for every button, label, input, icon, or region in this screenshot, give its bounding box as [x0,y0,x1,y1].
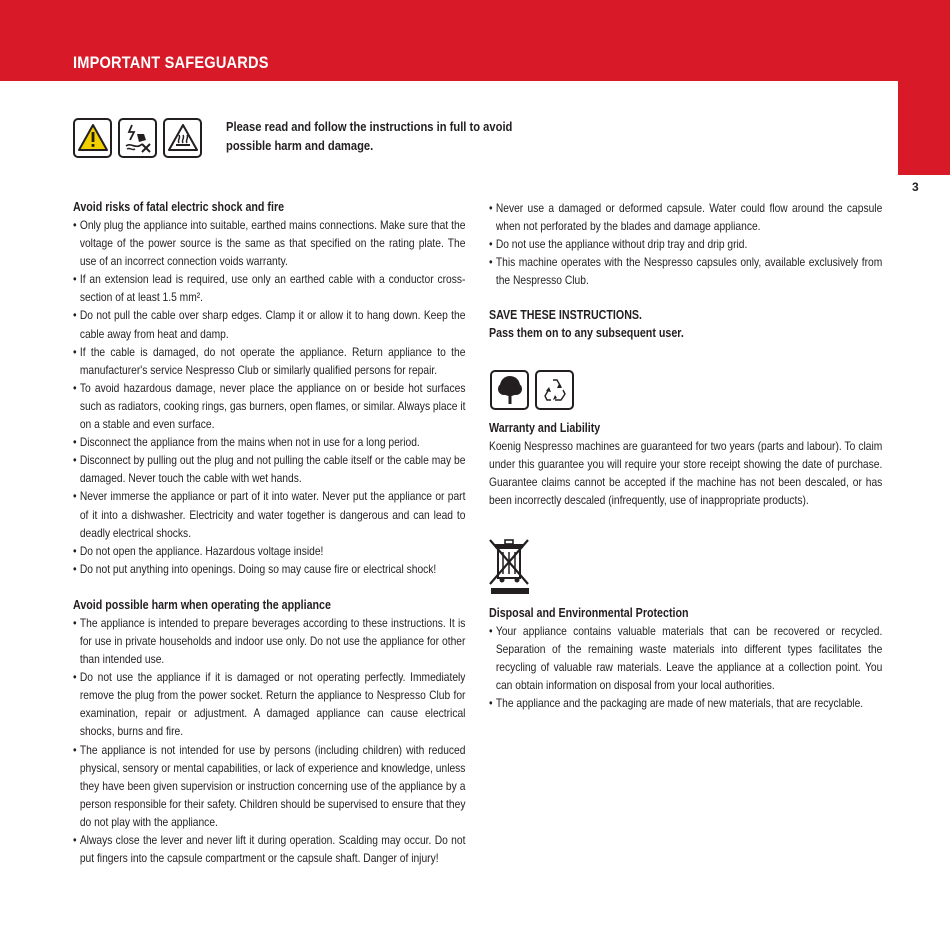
list-item: • Do not open the appliance. Hazardous voltage inside! [73,542,465,560]
intro-text: Please read and follow the instructions in full to avoid possible harm and damage. [226,119,513,153]
page-tab [898,81,950,175]
capsule-safety-list [489,199,882,289]
pass-on-instructions: Pass them on to any subsequent user. [489,326,684,341]
electric-shock-icon [118,118,157,158]
electric-safety-list [73,216,465,578]
list-item: • Do not use the appliance if it is damaged or not operating perfectly. Immediately remove the plug from the power socket. Return the appliance to Nespresso Club for examination, repair or adjustment. A damaged appliance can cause electrical shocks, burns and fire. [73,668,465,740]
hot-surface-icon [163,118,202,158]
list-item: • Always close the lever and never lift it during operation. Scalding may occur. Do not put fingers into the capsule compartment or the capsule shaft. Danger of injury! [73,831,465,867]
list-item: • Never use a damaged or deformed capsule. Water could flow around the capsule when not perforated by the blades and damage appliance. [489,199,882,235]
warranty-text: Koenig Nespresso machines are guaranteed for two years (parts and labour). To claim under this guarantee you will require your store receipt showing the date of purchase. Guarantee claims cannot be accepted if the machine has not been descaled, or has been incorrectly descaled (infrequently, use of inappropriate products). [489,439,883,508]
left-column [73,198,465,867]
warranty-section [489,419,882,509]
tree-icon [490,370,529,410]
list-item: • Do not put anything into openings. Doing so may cause fire or electrical shock! [73,560,465,578]
recycle-icon [535,370,574,410]
page-number: 3 [912,180,919,194]
list-item: • If an extension lead is required, use only an earthed cable with a conductor cross-section of at least 1.5 mm². [73,270,465,306]
warranty-title: Warranty and Liability [489,421,601,435]
list-item: • This machine operates with the Nespresso capsules only, available exclusively from the Nespresso Club. [489,253,882,289]
list-item: • The appliance is intended to prepare beverages according to these instructions. It is for use in private households and indoor use only. Do not use the appliance for other than intended use. [73,614,465,668]
section-title-operating: Avoid possible harm when operating the appliance [73,597,331,612]
save-instructions-heading: SAVE THESE INSTRUCTIONS. [489,308,643,323]
page-title: IMPORTANT SAFEGUARDS [73,53,269,72]
disposal-section [489,604,882,712]
list-item: • Do not use the appliance without drip tray and drip grid. [489,235,882,253]
list-item: • The appliance is not intended for use by persons (including children) with reduced physical, sensory or mental capabilities, or lack of experience and knowledge, unless they have been given supervision or instruction concerning use of the appliance by a person responsible for their safety. Children should be supervised to ensure that they do not play with the appliance. [73,741,465,831]
list-item: • Only plug the appliance into suitable, earthed mains connections. Make sure that the voltage of the power source is the same as that specified on the rating plate. The use of an incorrect connection voids warranty. [73,216,465,270]
list-item: • Disconnect by pulling out the plug and not pulling the cable itself or the cable may be damaged. Never touch the cable with wet hands. [73,451,465,487]
right-column [489,199,882,368]
list-item: • Your appliance contains valuable materials that can be recovered or recycled. Separation of the remaining waste materials into different types facilitates the recycling of valuable raw materials. Leave the appliance at a collection point. You can obtain information on disposal from your local authorities. [489,622,882,694]
disposal-title: Disposal and Environmental Protection [489,606,689,620]
disposal-list [489,622,882,712]
list-item: • If the cable is damaged, do not operate the appliance. Return appliance to the manufacturer's service Nespresso Club or similarly qualified persons for repair. [73,343,465,379]
crossed-bin-icon [488,538,532,596]
operating-safety-list [73,614,465,867]
list-item: • To avoid hazardous damage, never place the appliance on or beside hot surfaces such as radiators, cooking rings, gas burners, open flames, or similar. Always place it on a stable and even surface. [73,379,465,433]
list-item: • Do not pull the cable over sharp edges. Clamp it or allow it to hang down. Keep the cable away from heat and damp. [73,306,465,342]
safety-icons [73,118,202,158]
environment-icons [490,370,574,410]
list-item: • Disconnect the appliance from the mains when not in use for a long period. [73,433,465,451]
list-item: • Never immerse the appliance or part of it into water. Never put the appliance or part of it into a dishwasher. Electricity and water together is dangerous and can lead to deadly electrical shocks. [73,487,465,541]
section-title-electric: Avoid risks of fatal electric shock and fire [73,200,285,214]
warning-triangle-icon [73,118,112,158]
list-item: • The appliance and the packaging are made of new materials, that are recyclable. [489,694,882,712]
